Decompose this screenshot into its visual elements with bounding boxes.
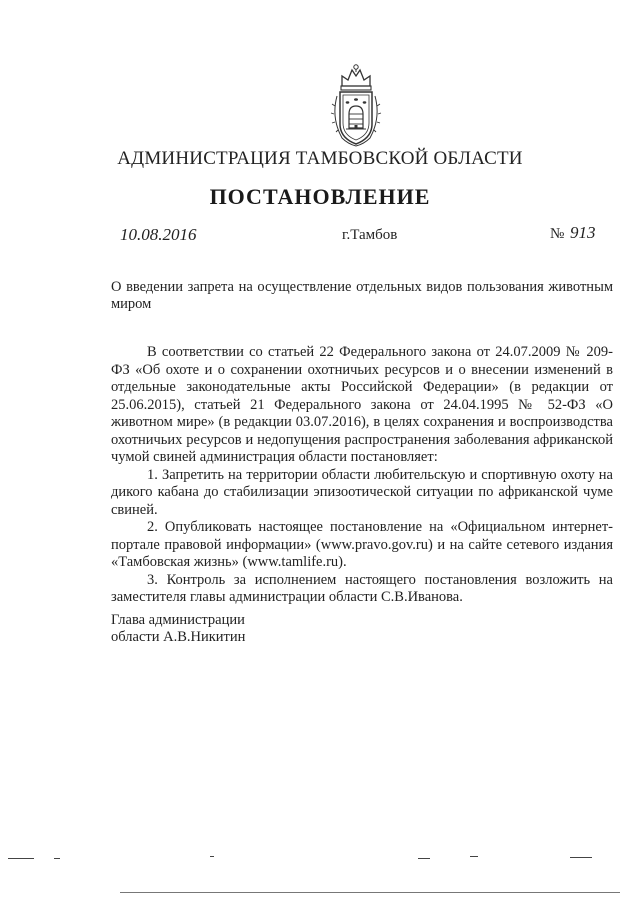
resolution-item-2: 2. Опубликовать настоящее постановление на «Официальном интернет-портале правовой информации» (www.pravo.gov.ru) и на сайте сетевого издания «Тамбовская жизнь» (www.tamlife.ru). [111,519,613,570]
signature-block [111,612,245,646]
scan-artifact-line [120,892,620,893]
scan-artifact-line [8,858,34,859]
document-type-heading: ПОСТАНОВЛЕНИЕ [209,184,431,209]
coat-of-arms-icon [328,62,384,150]
resolution-item-1: 1. Запретить на территории области любительскую и спортивную охоту на дикого кабана до стабилизации эпизоотической ситуации по африканской чуме свиней. [111,466,613,518]
document-date: 10.08.2016 [120,225,197,244]
scan-artifact-line [210,856,214,857]
organization-title: АДМИНИСТРАЦИЯ ТАМБОВСКОЙ ОБЛАСТИ [117,148,523,169]
document-subject: О введении запрета на осуществление отдельных видов пользования животным миром [111,279,613,312]
document-body [111,344,613,607]
document-city: г.Тамбов [342,227,398,243]
scan-artifact-line [418,858,430,859]
signature-name: области А.В.Никитин [111,629,246,645]
preamble-paragraph: В соответствии со статьей 22 Федерального закона от 24.07.2009 № 209-ФЗ «Об охоте и о сохранении охотничьих ресурсов и о внесении изменений в отдельные законодательные акты Российской Федерации» (в редакции от 25.06.2015), статьей 21 Федерального закона от 24.04.1995 № 52-ФЗ «О животном мире» (в редакции 03.07.2016), в целях сохранения и воспроизводства охотничьих ресурсов и недопущения распространения заболевания африканской чумой свиней администрация области постановляет: [111,344,613,465]
document-number-label: № [550,226,565,242]
scan-artifact-line [570,857,592,858]
signature-title: Глава администрации [111,612,245,628]
resolution-item-3: 3. Контроль за исполнением настоящего постановления возложить на заместителя главы администрации области С.В.Иванова. [111,571,613,605]
scan-artifact-line [54,858,60,859]
document-number: 913 [570,223,596,242]
scan-artifact-line [470,856,478,857]
